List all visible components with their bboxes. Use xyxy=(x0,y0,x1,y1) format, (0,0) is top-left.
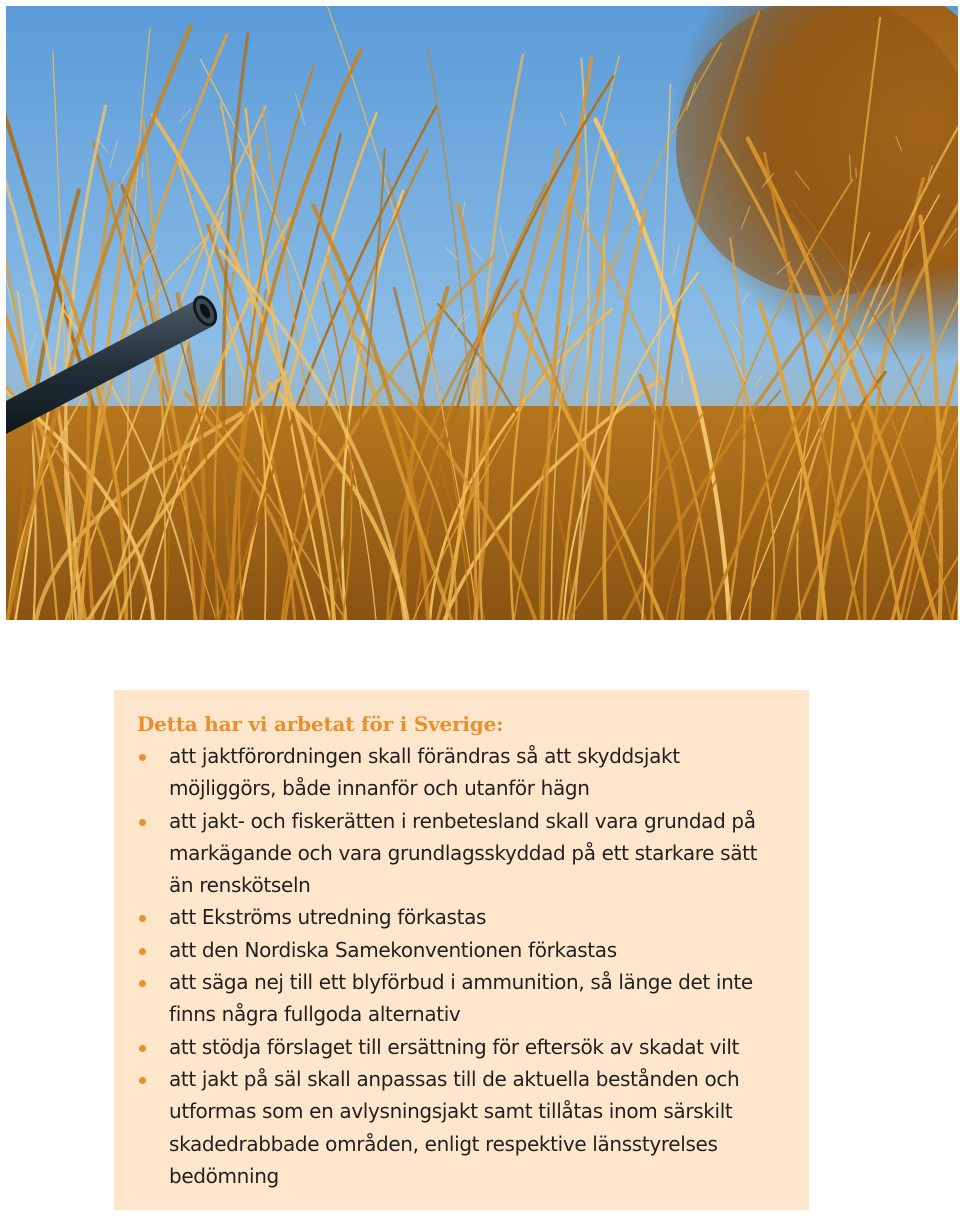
list-item xyxy=(137,901,787,933)
list-item xyxy=(137,805,787,902)
reed-seedhead xyxy=(856,167,857,177)
list-item xyxy=(137,966,787,1031)
bullet-icon xyxy=(139,754,146,761)
bullet-icon xyxy=(139,1045,146,1052)
bullet-icon xyxy=(139,948,146,955)
bullet-icon xyxy=(139,1077,146,1084)
info-box xyxy=(114,690,809,1210)
bullet-icon xyxy=(139,819,146,826)
bullet-list xyxy=(137,740,787,1192)
list-item xyxy=(137,1031,787,1063)
list-item xyxy=(137,740,787,805)
list-item xyxy=(137,934,787,966)
reed-illustration xyxy=(6,6,958,620)
list-item-text: att jaktförordningen skall förändras så att skyddsjakt möjliggörs, både innanför och utanför hägn xyxy=(169,744,680,801)
bullet-icon xyxy=(139,915,146,922)
list-item-text: att stödja förslaget till ersättning för eftersök av skadat vilt xyxy=(169,1034,740,1059)
reed-seedhead xyxy=(682,371,683,384)
reed-photo xyxy=(6,6,958,620)
list-item-text: att jakt- och fiskerätten i renbetesland skall vara grundad på markägande och vara grundlagsskyddad på ett starkare sätt än renskötseln xyxy=(169,808,758,898)
list-item-text: att den Nordiska Samekonventionen förkastas xyxy=(169,937,617,962)
bullet-icon xyxy=(139,980,146,987)
list-item-text: att jakt på säl skall anpassas till de aktuella bestånden och utformas som en avlysningsjakt samt tillåtas inom särskilt skadedrabbade områden, enligt respektive länsstyrelses bedömning xyxy=(169,1066,740,1188)
list-item xyxy=(137,1063,787,1192)
list-item-text: att Ekströms utredning förkastas xyxy=(169,905,487,930)
list-item-text: att säga nej till ett blyförbud i ammunition, så länge det inte finns några fullgoda alternativ xyxy=(169,970,753,1027)
info-box-title: Detta har vi arbetat för i Sverige: xyxy=(137,712,504,736)
